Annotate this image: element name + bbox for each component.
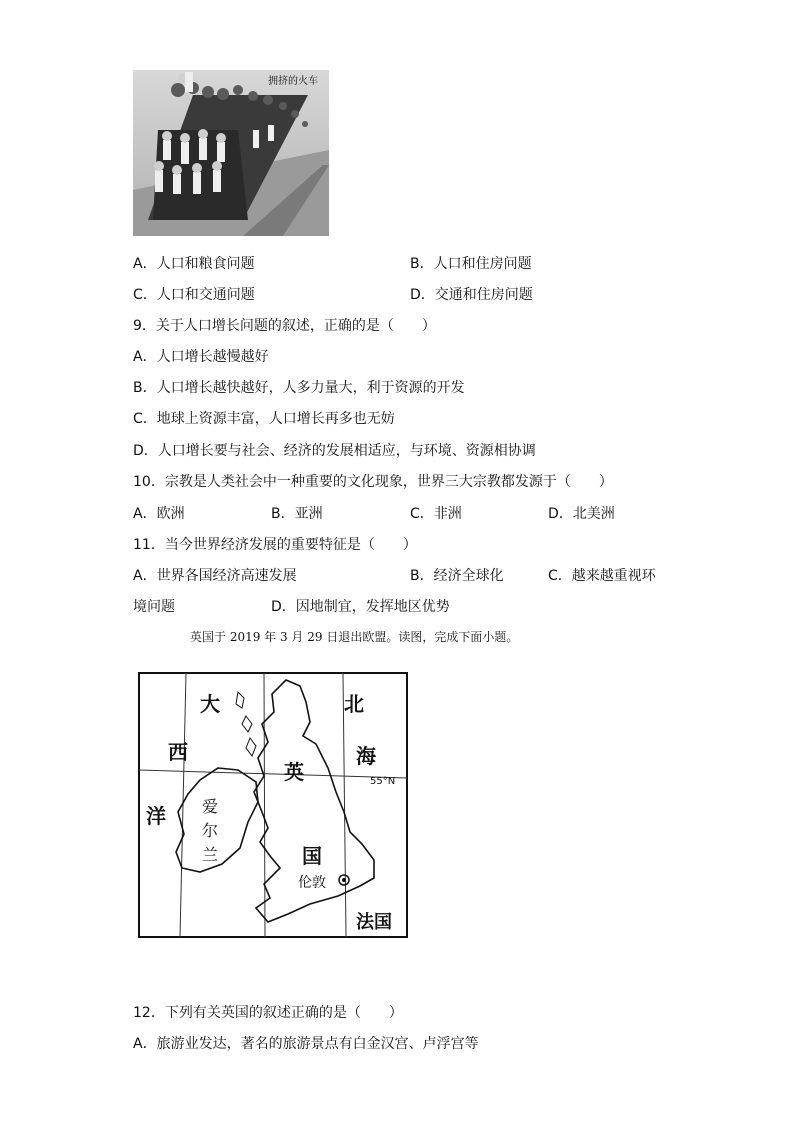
q11-option-c: C．越来越重视环 <box>548 568 656 584</box>
map-label-guo: 国 <box>302 844 322 868</box>
map-label-ireland-3: 兰 <box>202 845 219 864</box>
q9-stem: 9．关于人口增长问题的叙述，正确的是（ ） <box>133 318 436 334</box>
crowded-train-photo <box>133 70 329 236</box>
q11-option-a: A．世界各国经济高速发展 <box>133 568 297 584</box>
q11-option-c-continued: 境问题 <box>133 599 175 615</box>
q9-option-c: C．地球上资源丰富，人口增长再多也无妨 <box>133 411 395 427</box>
map-label-france: 法国 <box>356 912 392 933</box>
q12-option-a: A．旅游业发达，著名的旅游景点有白金汉宫、卢浮宫等 <box>133 1036 479 1052</box>
q10-stem: 10．宗教是人类社会中一种重要的文化现象，世界三大宗教都发源于（ ） <box>133 474 613 490</box>
q9-option-d: D．人口增长要与社会、经济的发展相适应，与环境、资源相协调 <box>133 443 536 459</box>
crowded-train-illustration <box>133 70 329 236</box>
map-label-london: 伦敦 <box>298 875 326 891</box>
q8-option-d: D．交通和住房问题 <box>410 287 533 303</box>
map-label-ying: 英 <box>284 760 304 784</box>
map-label-ireland-1: 爱 <box>202 797 219 816</box>
photo-caption: 拥挤的火车 <box>268 76 318 87</box>
map-label-latitude: 55°N <box>370 776 396 787</box>
map-label-yang: 洋 <box>146 804 166 828</box>
map-label-ireland-2: 尔 <box>202 821 219 840</box>
q12-stem: 12．下列有关英国的叙述正确的是（ ） <box>133 1005 403 1021</box>
map-label-bei: 北 <box>344 692 364 716</box>
q10-option-b: B．亚洲 <box>271 506 323 522</box>
q11-option-d: D．因地制宜，发挥地区优势 <box>271 599 450 615</box>
q9-option-b: B．人口增长越快越好，人多力量大，利于资源的开发 <box>133 380 465 396</box>
q9-option-a: A．人口增长越慢越好 <box>133 349 269 365</box>
section-intro: 英国于 2019 年 3 月 29 日退出欧盟。读图，完成下面小题。 <box>190 630 519 644</box>
map-label-xi: 西 <box>168 740 188 764</box>
q8-option-a: A．人口和粮食问题 <box>133 256 255 272</box>
q8-option-c: C．人口和交通问题 <box>133 287 255 303</box>
q10-option-c: C．非洲 <box>410 506 462 522</box>
q10-option-a: A．欧洲 <box>133 506 185 522</box>
q8-option-b: B．人口和住房问题 <box>410 256 532 272</box>
map-label-da: 大 <box>200 692 220 716</box>
q11-option-b: B．经济全球化 <box>410 568 504 584</box>
q11-stem: 11．当今世界经济发展的重要特征是（ ） <box>133 537 417 553</box>
q10-option-d: D．北美洲 <box>548 506 615 522</box>
uk-map-drawing <box>138 672 408 938</box>
map-label-hai: 海 <box>356 744 376 768</box>
uk-map <box>138 672 408 938</box>
